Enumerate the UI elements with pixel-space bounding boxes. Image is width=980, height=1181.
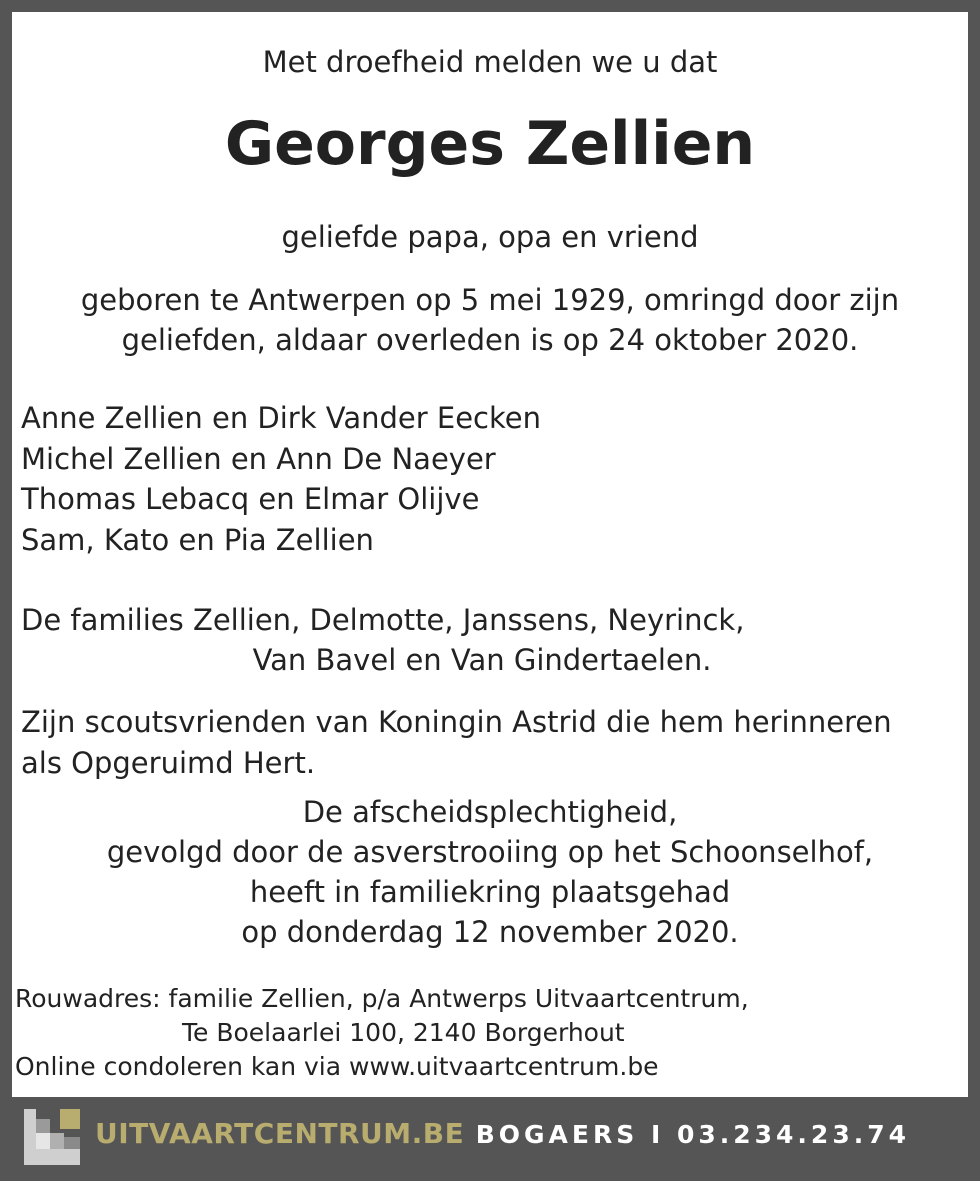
footer-bar	[0, 1097, 980, 1181]
deceased-name: Georges Zellien	[224, 109, 756, 179]
ceremony-line-2: gevolgd door de asverstrooiing op het Schoonselhof,	[106, 835, 874, 869]
brand-name: UITVAARTCENTRUM.BE	[95, 1117, 465, 1150]
birth-death-line-1: geboren te Antwerpen op 5 mei 1929, omringd door zijn	[80, 283, 900, 317]
address-line-2: Te Boelaarlei 100, 2140 Borgerhout	[182, 1018, 625, 1047]
ceremony-line-4: op donderdag 12 november 2020.	[241, 915, 739, 949]
ceremony-line-3: heeft in familiekring plaatsgehad	[249, 875, 731, 909]
families-line-2: Van Bavel en Van Gindertaelen.	[252, 643, 712, 677]
ceremony-line-1: De afscheidsplechtigheid,	[302, 795, 678, 829]
relation-text: geliefde papa, opa en vriend	[281, 220, 699, 254]
family-member-4: Sam, Kato en Pia Zellien	[21, 523, 374, 557]
uitvaartcentrum-logo-icon	[24, 1109, 80, 1165]
birth-death-line-2: geliefden, aldaar overleden is op 24 oktober 2020.	[121, 323, 859, 357]
family-member-2: Michel Zellien en Ann De Naeyer	[21, 442, 496, 476]
address-line-1: Rouwadres: familie Zellien, p/a Antwerps Uitvaartcentrum,	[15, 984, 749, 1013]
obituary-notice	[12, 12, 968, 1097]
condolence-line: Online condoleren kan via www.uitvaartcentrum.be	[15, 1052, 659, 1081]
family-member-1: Anne Zellien en Dirk Vander Eecken	[21, 401, 541, 435]
scouts-line-1: Zijn scoutsvrienden van Koningin Astrid die hem herinneren	[21, 705, 892, 739]
family-member-3: Thomas Lebacq en Elmar Olijve	[21, 482, 480, 516]
families-line-1: De families Zellien, Delmotte, Janssens, Neyrinck,	[21, 603, 745, 637]
scouts-line-2: als Opgeruimd Hert.	[21, 746, 316, 780]
intro-text: Met droefheid melden we u dat	[262, 45, 718, 79]
contact-info: BOGAERS I 03.234.23.74	[475, 1120, 910, 1149]
